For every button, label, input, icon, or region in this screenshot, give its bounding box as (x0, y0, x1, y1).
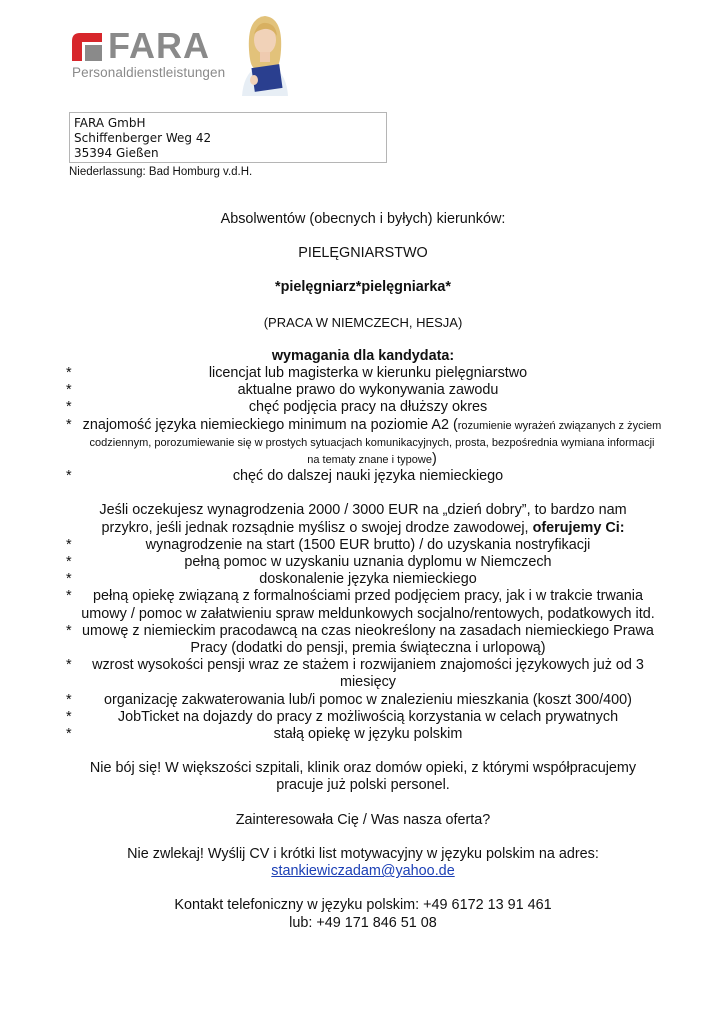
offer-item: * doskonalenie języka niemieckiego (66, 571, 477, 588)
phone-alternative: lub: +49 171 846 51 08 (289, 914, 437, 931)
offer-item: * stałą opiekę w języku polskim (66, 726, 463, 743)
question-text: Zainteresowała Cię / Was nasza oferta? (235, 811, 491, 828)
requirement-item: * chęć do dalszej nauki języka niemieckiego (66, 468, 504, 485)
work-location: (PRACA W NIEMCZECH, HESJA) (263, 314, 463, 330)
requirement-item: * aktualne prawo do wykonywania zawodu (66, 382, 499, 399)
fara-logo-mark-icon (72, 33, 102, 61)
offer-item: * pełną opiekę związaną z formalnościami przed podjęciem pracy, jak i w trakcie trwania umowy / pomoc w załatwieniu spraw meldunkowych socjalno/rentowych, podatkowych itd. (66, 588, 655, 622)
requirements-heading: wymagania dla kandydata: (271, 347, 455, 364)
intro-line: Absolwentów (obecnych i byłych) kierunków: (220, 211, 506, 227)
address-box (69, 112, 387, 163)
field-of-study: PIELĘGNIARSTWO (298, 245, 428, 262)
logo-subtitle: Personaldienstleistungen (72, 65, 226, 80)
offer-item: * organizację zakwaterowania lub/i pomoc w znalezieniu mieszkania (koszt 300/400) (66, 691, 632, 708)
position-title: *pielęgniarz*pielęgniarka* (275, 279, 451, 296)
requirement-item: * chęć podjęcia pracy na dłuższy okres (66, 399, 488, 416)
offer-item: * wynagrodzenie na start (1500 EUR brutto) / do uzyskania nostryfikacji (66, 536, 591, 553)
language-level-note: rozumienie wyrażeń związanych z życiem codziennym, porozumiewanie się w prostych sytuacjach komunikacyjnych, prosta, bezpośrednia wymiana informacji na tematy znane i typowe (89, 419, 662, 467)
requirement-item: * znajomość języka niemieckiego minimum na poziomie A2 (rozumienie wyrażeń związanych z życiem codziennym, porozumiewanie się w prostych sytuacjach komunikacyjnych, prosta, bezpośrednia wymiana informacji na tematy znane i typowe) (66, 416, 662, 468)
offer-item: * JobTicket na dojazdy do pracy z możliwością korzystania w celach prywatnych (66, 708, 619, 725)
offer-item: * umowę z niemieckim pracodawcą na czas nieokreślony na zasadach niemieckiego Prawa Pracy (dodatki do pensji, premia świąteczna i urlopową) (66, 622, 654, 657)
logo-wordmark: FARA (108, 25, 210, 66)
fara-logo (72, 25, 232, 82)
document-body (64, 211, 662, 932)
company-city: 35394 Gießen (74, 146, 159, 160)
offer-item: * wzrost wysokości pensji wraz ze stażem i rozwijaniem znajomości językowych już od 3 miesięcy (66, 657, 644, 691)
offer-item: * pełną pomoc w uzyskaniu uznania dyplomu w Niemczech (66, 554, 552, 571)
branch-office: Niederlassung: Bad Homburg v.d.H. (69, 166, 253, 178)
email-link[interactable]: stankiewiczadam@yahoo.de (271, 863, 455, 880)
offer-intro: Jeśli oczekujesz wynagrodzenia 2000 / 3000 EUR na „dzień dobry”, to bardzo nam przykro, jeśli jednak rozsądnie myślisz o swojej drodze zawodowej, oferujemy Ci: (99, 502, 627, 536)
company-name: FARA GmbH (74, 116, 146, 130)
reassurance-text: Nie bój się! W większości szpitali, klinik oraz domów opieki, z którymi współpracujemy pracuje już polski personel. (89, 760, 637, 794)
call-to-action: Nie zwlekaj! Wyślij CV i krótki list motywacyjny w języku polskim na adres: (127, 845, 599, 862)
phone-contact: Kontakt telefoniczny w języku polskim: +49 6172 13 91 461 (174, 897, 552, 914)
woman-with-folder-photo (236, 10, 294, 96)
company-street: Schiffenberger Weg 42 (74, 131, 212, 145)
requirement-item: * licencjat lub magisterka w kierunku pielęgniarstwo (66, 365, 528, 382)
